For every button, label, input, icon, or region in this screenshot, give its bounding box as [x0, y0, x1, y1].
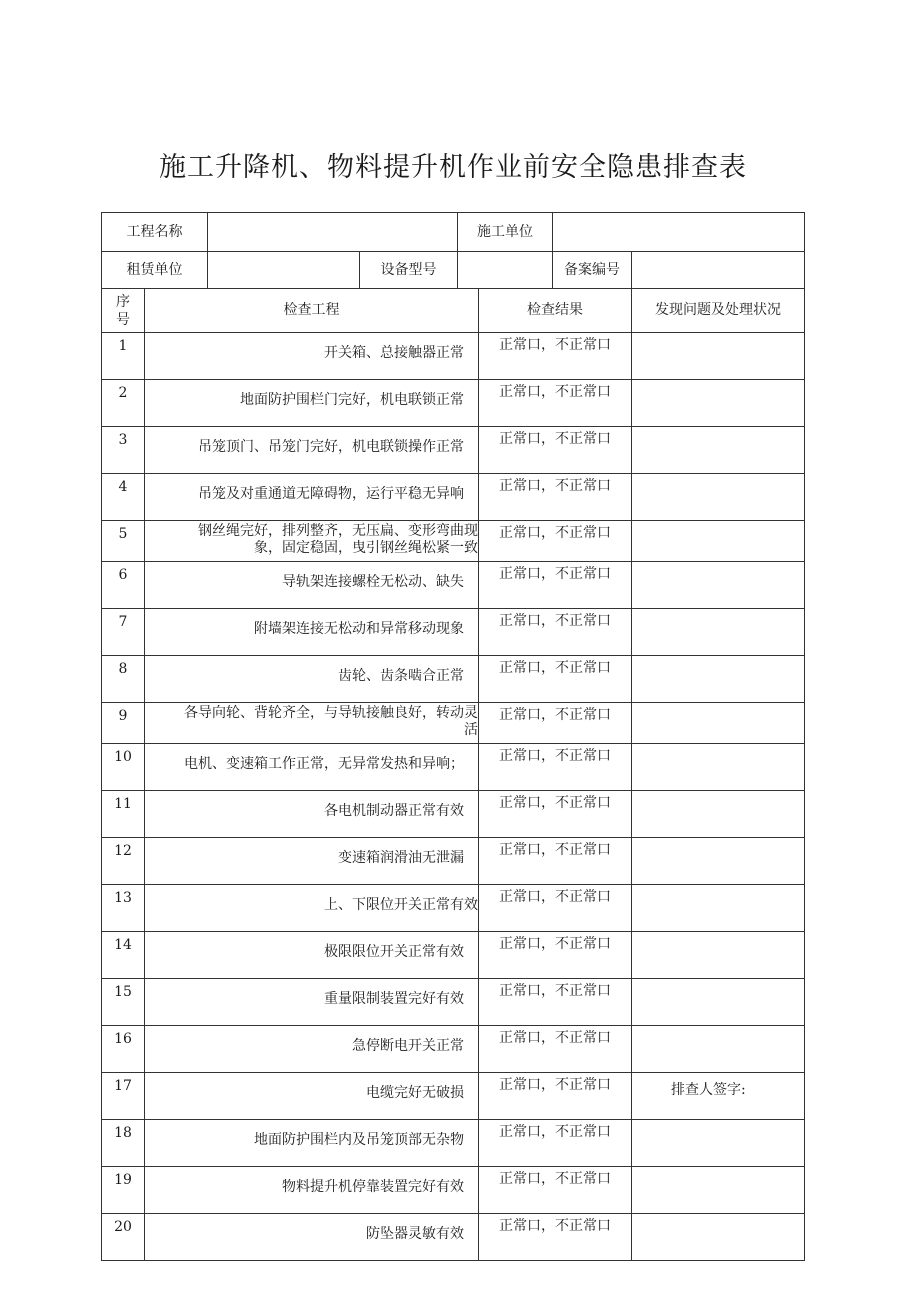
- check-result-options[interactable]: 正常口，不正常口: [479, 1120, 632, 1167]
- column-header-row: [102, 289, 805, 333]
- table-row: [102, 521, 805, 562]
- check-item: 电缆完好无破损: [145, 1073, 479, 1120]
- col-result-header: 检查结果: [479, 289, 632, 333]
- problem-handling-field[interactable]: [632, 838, 805, 885]
- problem-handling-field[interactable]: [632, 474, 805, 521]
- row-number: 15: [102, 979, 145, 1026]
- check-result-options[interactable]: 正常口，不正常口: [479, 1026, 632, 1073]
- check-result-options[interactable]: 正常口，不正常口: [479, 1073, 632, 1120]
- check-item: 上、下限位开关正常有效: [145, 885, 479, 932]
- table-row: [102, 1214, 805, 1261]
- problem-handling-field[interactable]: [632, 791, 805, 838]
- problem-handling-field[interactable]: [632, 521, 805, 562]
- table-row: [102, 1026, 805, 1073]
- table-row: [102, 474, 805, 521]
- col-number-header: [102, 289, 145, 333]
- check-result-options[interactable]: 正常口，不正常口: [479, 609, 632, 656]
- table-row: [102, 885, 805, 932]
- check-result-options[interactable]: 正常口，不正常口: [479, 474, 632, 521]
- problem-handling-field[interactable]: [632, 885, 805, 932]
- check-result-options[interactable]: 正常口，不正常口: [479, 1167, 632, 1214]
- check-item: 重量限制装置完好有效: [145, 979, 479, 1026]
- problem-handling-field[interactable]: [632, 932, 805, 979]
- problem-handling-field[interactable]: [632, 979, 805, 1026]
- table-row: [102, 1120, 805, 1167]
- check-item: 齿轮、齿条啮合正常: [145, 656, 479, 703]
- row-number: 18: [102, 1120, 145, 1167]
- construction-unit-label: 施工单位: [458, 213, 553, 252]
- problem-handling-field[interactable]: [632, 380, 805, 427]
- check-result-options[interactable]: 正常口，不正常口: [479, 744, 632, 791]
- check-result-options[interactable]: 正常口，不正常口: [479, 1214, 632, 1261]
- table-row: [102, 609, 805, 656]
- inspector-signature-label: 排查人签字:: [671, 1082, 746, 1098]
- row-number: 1: [102, 333, 145, 380]
- table-row: [102, 932, 805, 979]
- check-item: 吊笼及对重通道无障碍物，运行平稳无异响: [145, 474, 479, 521]
- problem-handling-field[interactable]: [632, 1026, 805, 1073]
- check-item: 吊笼顶门、吊笼门完好，机电联锁操作正常: [145, 427, 479, 474]
- check-result-options[interactable]: 正常口，不正常口: [479, 562, 632, 609]
- check-result-options[interactable]: 正常口，不正常口: [479, 656, 632, 703]
- table-row: [102, 427, 805, 474]
- check-result-options[interactable]: 正常口，不正常口: [479, 885, 632, 932]
- problem-handling-field[interactable]: [632, 1120, 805, 1167]
- check-result-options[interactable]: 正常口，不正常口: [479, 791, 632, 838]
- row-number: 20: [102, 1214, 145, 1261]
- check-item: 电机、变速箱工作正常，无异常发热和异响；: [145, 744, 479, 791]
- problem-handling-field[interactable]: [632, 703, 805, 744]
- check-result-options[interactable]: 正常口，不正常口: [479, 380, 632, 427]
- table-row: [102, 979, 805, 1026]
- construction-unit-field[interactable]: [553, 213, 805, 252]
- row-number: 17: [102, 1073, 145, 1120]
- check-item: 极限限位开关正常有效: [145, 932, 479, 979]
- equipment-model-field[interactable]: [458, 252, 553, 289]
- check-result-options[interactable]: 正常口，不正常口: [479, 427, 632, 474]
- table-row: [102, 838, 805, 885]
- table-row: [102, 744, 805, 791]
- header-row-2: [101, 251, 804, 289]
- problem-handling-field[interactable]: [632, 333, 805, 380]
- check-result-options[interactable]: 正常口，不正常口: [479, 838, 632, 885]
- check-result-options[interactable]: 正常口，不正常口: [479, 703, 632, 744]
- problem-handling-field[interactable]: [632, 1167, 805, 1214]
- check-item: 开关箱、总接触器正常: [145, 333, 479, 380]
- table-row: [102, 562, 805, 609]
- problem-handling-field[interactable]: [632, 427, 805, 474]
- form-title: 施工升降机、物料提升机作业前安全隐患排查表: [159, 152, 747, 183]
- row-number: 9: [102, 703, 145, 744]
- record-no-field[interactable]: [632, 252, 805, 289]
- check-result-options[interactable]: 正常口，不正常口: [479, 979, 632, 1026]
- table-row: [102, 703, 805, 744]
- problem-handling-field[interactable]: [632, 1214, 805, 1261]
- check-item: 变速箱润滑油无泄漏: [145, 838, 479, 885]
- row-number: 14: [102, 932, 145, 979]
- row-number: 8: [102, 656, 145, 703]
- row-number: 2: [102, 380, 145, 427]
- problem-handling-field[interactable]: [632, 744, 805, 791]
- check-item: 各导向轮、背轮齐全，与导轨接触良好，转动灵 活: [145, 703, 479, 744]
- record-no-label: 备案编号: [553, 252, 632, 289]
- problem-handling-field[interactable]: [632, 656, 805, 703]
- problem-handling-field[interactable]: [632, 562, 805, 609]
- check-item: 物料提升机停靠装置完好有效: [145, 1167, 479, 1214]
- check-result-options[interactable]: 正常口，不正常口: [479, 521, 632, 562]
- project-name-label: 工程名称: [102, 213, 208, 252]
- check-item: 导轨架连接螺栓无松动、缺失: [145, 562, 479, 609]
- check-result-options[interactable]: 正常口，不正常口: [479, 932, 632, 979]
- row-number: 12: [102, 838, 145, 885]
- row-number: 16: [102, 1026, 145, 1073]
- table-row: [102, 380, 805, 427]
- row-number: 4: [102, 474, 145, 521]
- row-number: 11: [102, 791, 145, 838]
- row-number: 10: [102, 744, 145, 791]
- col-number-header-text: 序 号: [116, 293, 130, 328]
- check-item: 防坠器灵敏有效: [145, 1214, 479, 1261]
- row-number: 6: [102, 562, 145, 609]
- lessor-label: 租赁单位: [102, 252, 208, 289]
- check-item: 急停断电开关正常: [145, 1026, 479, 1073]
- row-number: 13: [102, 885, 145, 932]
- check-item: 地面防护围栏内及吊笼顶部无杂物: [145, 1120, 479, 1167]
- row-number: 3: [102, 427, 145, 474]
- row-number: 5: [102, 521, 145, 562]
- header-row-1: [101, 212, 804, 252]
- check-item: 各电机制动器正常有效: [145, 791, 479, 838]
- lessor-field[interactable]: [208, 252, 360, 289]
- col-problem-header: 发现问题及处理状况: [632, 289, 805, 333]
- table-row: [102, 656, 805, 703]
- check-item: 地面防护围栏门完好，机电联锁正常: [145, 380, 479, 427]
- table-row: [102, 1167, 805, 1214]
- check-item: 附墙架连接无松动和异常移动现象: [145, 609, 479, 656]
- table-row: [102, 791, 805, 838]
- col-item-header: 检查工程: [145, 289, 479, 333]
- equipment-model-label: 设备型号: [360, 252, 458, 289]
- project-name-field[interactable]: [208, 213, 458, 252]
- row-number: 7: [102, 609, 145, 656]
- checklist-table: [101, 288, 804, 1261]
- check-item: 钢丝绳完好，排列整齐，无压扁、变形弯曲现 象，固定稳固，曳引钢丝绳松紧一致: [145, 521, 479, 562]
- check-result-options[interactable]: 正常口，不正常口: [479, 333, 632, 380]
- table-row: [102, 333, 805, 380]
- row-number: 19: [102, 1167, 145, 1214]
- problem-handling-field[interactable]: [632, 609, 805, 656]
